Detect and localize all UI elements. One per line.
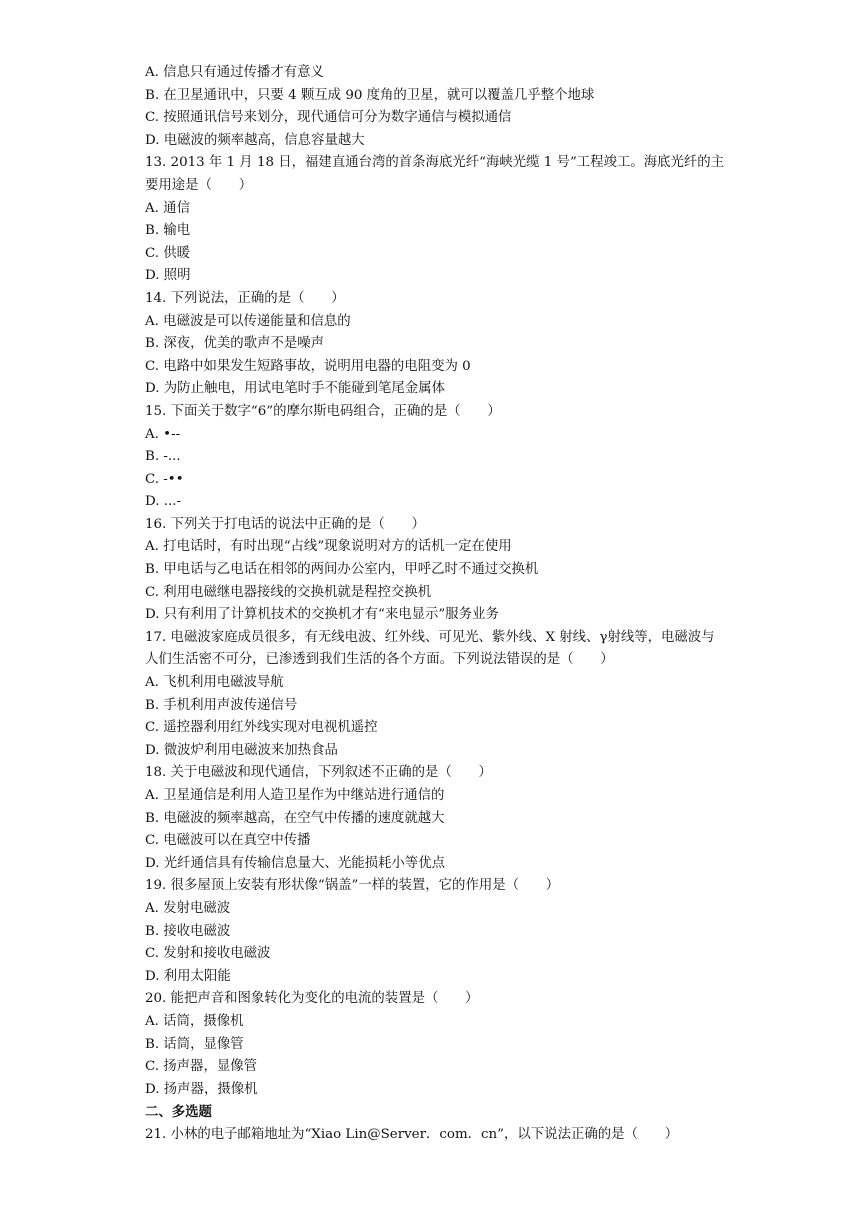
option-c: C. 供暖 — [145, 245, 191, 261]
option-b: B. 深夜，优美的歌声不是噪声 — [145, 336, 325, 352]
option-b: B. 输电 — [145, 223, 191, 239]
question-stem: 18. 关于电磁波和现代通信，下列叙述不正确的是（ ） — [145, 765, 492, 781]
option-b: B. 接收电磁波 — [145, 923, 231, 939]
question-20 — [145, 988, 725, 1101]
option-b: B. 手机利用声波传递信号 — [145, 697, 298, 713]
question-stem: 15. 下面关于数字“6”的摩尔斯电码组合，正确的是（ ） — [145, 403, 501, 419]
option-a: A. 电磁波是可以传递能量和信息的 — [145, 313, 351, 329]
option-a: A. 话筒，摄像机 — [145, 1013, 244, 1029]
option-c: C. 利用电磁继电器接线的交换机就是程控交换机 — [145, 584, 432, 600]
question-21-stem: 21. 小林的电子邮箱地址为“Xiao Lin@Server．com．cn”，以下说法正确的是（ ） — [145, 1126, 679, 1142]
option: A. 信息只有通过传播才有意义 — [145, 65, 324, 80]
option-d: D. 照明 — [145, 268, 191, 284]
option-c: C. -•• — [145, 471, 184, 487]
question-stem: 16. 下列关于打电话的说法中正确的是（ ） — [145, 516, 425, 532]
question-15 — [145, 401, 725, 514]
option-d: D. 扬声器，摄像机 — [145, 1081, 258, 1097]
option-d: D. 微波炉利用电磁波来加热食品 — [145, 742, 338, 758]
option-a: A. 飞机利用电磁波导航 — [145, 675, 284, 691]
option-a: A. 通信 — [145, 200, 190, 216]
question-stem: 14. 下列说法，正确的是（ ） — [145, 290, 345, 306]
option-d: D. 利用太阳能 — [145, 968, 231, 984]
option-d: D. 只有利用了计算机技术的交换机才有“来电显示”服务业务 — [145, 607, 499, 623]
question-stem: 20. 能把声音和图象转化为变化的电流的装置是（ ） — [145, 991, 479, 1007]
question-16 — [145, 514, 725, 627]
option-a: A. 打电话时，有时出现“占线”现象说明对方的话机一定在使用 — [145, 539, 512, 555]
question-18 — [145, 762, 725, 875]
option-d: D. ...- — [145, 494, 182, 510]
question-14 — [145, 288, 725, 401]
option-a: A. 卫星通信是利用人造卫星作为中继站进行通信的 — [145, 788, 445, 803]
section-heading: 二、多选题 — [145, 1104, 212, 1121]
question-stem: 19. 很多屋顶上安装有形状像“锅盖”一样的装置，它的作用是（ ） — [145, 878, 560, 894]
option-c: C. 遥控器利用红外线实现对电视机遥控 — [145, 720, 378, 736]
option-c: C. 扬声器，显像管 — [145, 1059, 258, 1075]
option-b: B. 甲电话与乙电话在相邻的两间办公室内，甲呼乙时不通过交换机 — [145, 562, 539, 578]
option-b: B. -... — [145, 449, 181, 465]
option-b: B. 话筒，显像管 — [145, 1036, 244, 1052]
question-13 — [145, 152, 725, 288]
option-d: D. 光纤通信具有传输信息量大、光能损耗小等优点 — [145, 855, 445, 871]
option-b: B. 电磁波的频率越高，在空气中传播的速度就越大 — [145, 810, 445, 826]
option-c: C. 电磁波可以在真空中传播 — [145, 833, 311, 849]
option: B. 在卫星通讯中，只要 4 颗互成 90 度角的卫星，就可以覆盖几乎整个地球 — [145, 87, 595, 103]
option-d: D. 为防止触电，用试电笔时手不能碰到笔尾金属体 — [145, 381, 445, 397]
question-stem: 13. 2013 年 1 月 18 日，福建直通台湾的首条海底光纤“海峡光缆 1 号”工程竣工。海底光纤的主要用途是（ ） — [145, 155, 725, 193]
option-c: C. 发射和接收电磁波 — [145, 946, 271, 962]
option-a: A. •-- — [145, 426, 181, 442]
question-stem: 17. 电磁波家庭成员很多，有无线电波、红外线、可见光、紫外线、X 射线、γ射线等，电磁波与人们生活密不可分，已渗透到我们生活的各个方面。下列说法错误的是（ ） — [145, 629, 715, 668]
document-page — [145, 62, 725, 1147]
question-19 — [145, 875, 725, 988]
option-c: C. 电路中如果发生短路事故，说明用电器的电阻变为 0 — [145, 358, 471, 374]
prev-question-options — [145, 62, 725, 152]
option-a: A. 发射电磁波 — [145, 900, 231, 916]
option: C. 按照通讯信号来划分，现代通信可分为数字通信与模拟通信 — [145, 110, 512, 126]
option: D. 电磁波的频率越高，信息容量越大 — [145, 132, 365, 148]
question-17 — [145, 627, 725, 763]
